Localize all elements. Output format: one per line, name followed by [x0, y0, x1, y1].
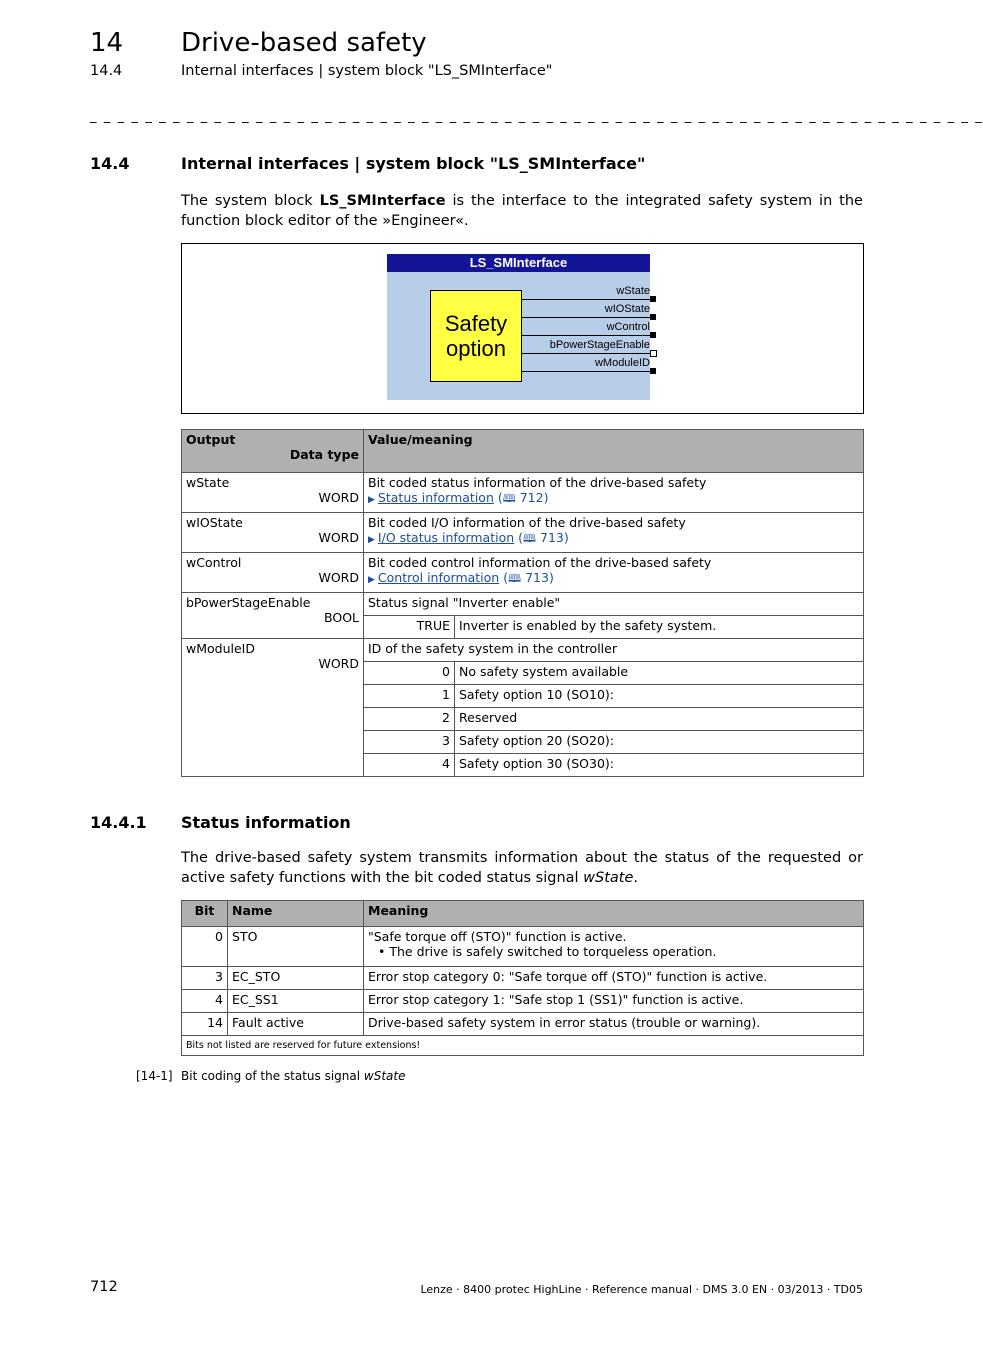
status-paragraph: The drive-based safety system transmits information about the status of the requested or active safety functions with the bit coded status signal wState.	[181, 850, 863, 886]
subsection-title: Status information	[181, 813, 351, 832]
intro-paragraph: The system block LS_SMInterface is the interface to the integrated safety system in the function block editor of the »Engineer«.	[181, 193, 863, 229]
intro-block-name: LS_SMInterface	[319, 193, 446, 209]
output-type: WORD	[318, 656, 359, 671]
value-desc: Inverter is enabled by the safety system.	[455, 616, 864, 639]
bit-number: 14	[182, 1013, 228, 1036]
port-label-wstate: wState	[616, 285, 650, 297]
arrow-right-icon: ▶	[368, 535, 375, 545]
output-name: wState	[186, 475, 230, 490]
value-code: 3	[364, 731, 455, 754]
output-type: WORD	[318, 490, 359, 505]
header-value: Value/meaning	[364, 430, 864, 473]
page-ref[interactable]: 713	[540, 530, 564, 545]
header-bit: Bit	[182, 901, 228, 927]
output-name: wIOState	[186, 515, 243, 530]
port-line	[521, 299, 651, 300]
word-pin-icon	[650, 368, 656, 374]
caption-label: [14-1]	[136, 1069, 173, 1083]
port-line	[521, 371, 651, 372]
safety-option-box: Safety option	[430, 290, 522, 382]
table-header-row	[182, 430, 864, 473]
header-output: Output	[186, 432, 236, 447]
value-code: TRUE	[364, 616, 455, 639]
table-row: wState WORD Bit coded status information of the drive-based safety ▶ Status information (🕮 712)	[182, 473, 864, 513]
value-code: 0	[364, 662, 455, 685]
caption-text: Bit coding of the status signal wState	[181, 1069, 406, 1083]
output-desc: Bit coded status information of the drive-based safety	[368, 475, 707, 490]
port-label-wmoduleid: wModuleID	[594, 357, 650, 369]
value-desc: Reserved	[455, 708, 864, 731]
status-table	[181, 900, 864, 1056]
output-type: WORD	[318, 530, 359, 545]
output-name: wControl	[186, 555, 242, 570]
book-icon: 🕮	[523, 532, 537, 545]
output-desc: Bit coded control information of the drive-based safety	[368, 555, 712, 570]
chapter-number: 14	[90, 28, 124, 58]
port-line	[521, 335, 651, 336]
header-name: Name	[228, 901, 364, 927]
link-io-status-information[interactable]: I/O status information	[377, 530, 515, 545]
port-line	[521, 317, 651, 318]
section-title: Internal interfaces | system block "LS_SMInterface"	[181, 154, 646, 173]
bool-pin-icon	[650, 350, 657, 357]
value-desc: Safety option 30 (SO30):	[455, 754, 864, 777]
table-row	[182, 927, 864, 967]
table-row	[182, 1013, 864, 1036]
header-section-number: 14.4	[90, 63, 123, 79]
table-row	[182, 990, 864, 1013]
output-desc: Status signal "Inverter enable"	[364, 593, 864, 616]
arrow-right-icon: ▶	[368, 495, 375, 505]
output-type: BOOL	[324, 610, 359, 625]
page-number: 712	[90, 1279, 118, 1295]
arrow-right-icon: ▶	[368, 575, 375, 585]
bit-name: Fault active	[228, 1013, 364, 1036]
value-desc: Safety option 20 (SO20):	[455, 731, 864, 754]
bit-name: STO	[228, 927, 364, 967]
link-status-information[interactable]: Status information	[377, 490, 494, 505]
table-row	[182, 639, 864, 662]
output-desc: ID of the safety system in the controller	[364, 639, 864, 662]
port-label-wcontrol: wControl	[606, 321, 650, 333]
subsection-number: 14.4.1	[90, 813, 147, 832]
bit-name: EC_STO	[228, 967, 364, 990]
bit-number: 0	[182, 927, 228, 967]
table-row	[182, 967, 864, 990]
header-meaning: Meaning	[364, 901, 864, 927]
port-label-wiostate: wIOState	[604, 303, 650, 315]
bit-meaning: Error stop category 0: "Safe torque off (STO)" function is active.	[364, 967, 864, 990]
footer-document-info: Lenze · 8400 protec HighLine · Reference manual · DMS 3.0 EN · 03/2013 · TD05	[420, 1283, 863, 1296]
word-pin-icon	[650, 332, 656, 338]
bit-meaning: "Safe torque off (STO)" function is active.	[368, 929, 627, 944]
output-type: WORD	[318, 570, 359, 585]
table-header-row	[182, 901, 864, 927]
value-code: 2	[364, 708, 455, 731]
outputs-table	[181, 429, 864, 777]
port-label-bpowerstageenable: bPowerStageEnable	[549, 339, 650, 351]
table-row: wIOState WORD Bit coded I/O information of the drive-based safety ▶ I/O status information (🕮 713)	[182, 513, 864, 553]
table-row	[182, 593, 864, 616]
book-icon: 🕮	[508, 572, 522, 585]
chapter-title: Drive-based safety	[181, 28, 427, 58]
value-desc: Safety option 10 (SO10):	[455, 685, 864, 708]
function-block-title: LS_SMInterface	[387, 254, 650, 272]
port-line	[521, 353, 651, 354]
output-desc: Bit coded I/O information of the drive-based safety	[368, 515, 686, 530]
output-name: bPowerStageEnable	[186, 595, 311, 610]
page-ref[interactable]: 713	[525, 570, 549, 585]
bit-number: 4	[182, 990, 228, 1013]
value-code: 4	[364, 754, 455, 777]
table-row: wControl WORD Bit coded control information of the drive-based safety ▶ Control information (🕮 713)	[182, 553, 864, 593]
bit-meaning: Drive-based safety system in error status (trouble or warning).	[364, 1013, 864, 1036]
word-pin-icon	[650, 314, 656, 320]
section-number: 14.4	[90, 154, 130, 173]
bit-number: 3	[182, 967, 228, 990]
page-ref[interactable]: 712	[519, 490, 544, 505]
value-desc: No safety system available	[455, 662, 864, 685]
book-icon: 🕮	[502, 492, 516, 505]
header-separator: _ _ _ _ _ _ _ _ _ _ _ _ _ _ _ _ _ _ _ _ _ _ _ _ _ _ _ _ _ _ _ _ _ _ _ _ _ _ _ _ _ _ _ _ _ _ _ _ _ _ _ _ _ _ _ _ _ _ _ _ _ _ _ _ _	[90, 109, 983, 124]
word-pin-icon	[650, 296, 656, 302]
value-code: 1	[364, 685, 455, 708]
bit-meaning-bullet: The drive is safely switched to torqueless operation.	[389, 944, 717, 959]
bit-meaning: Error stop category 1: "Safe stop 1 (SS1)" function is active.	[364, 990, 864, 1013]
table-footnote-row	[182, 1036, 864, 1056]
output-name: wModuleID	[186, 641, 255, 656]
link-control-information[interactable]: Control information	[377, 570, 500, 585]
bit-name: EC_SS1	[228, 990, 364, 1013]
header-datatype: Data type	[289, 447, 359, 462]
header-section-title: Internal interfaces | system block "LS_SMInterface"	[181, 63, 553, 79]
table-footnote: Bits not listed are reserved for future extensions!	[182, 1036, 864, 1056]
bullet-icon: •	[378, 944, 386, 959]
